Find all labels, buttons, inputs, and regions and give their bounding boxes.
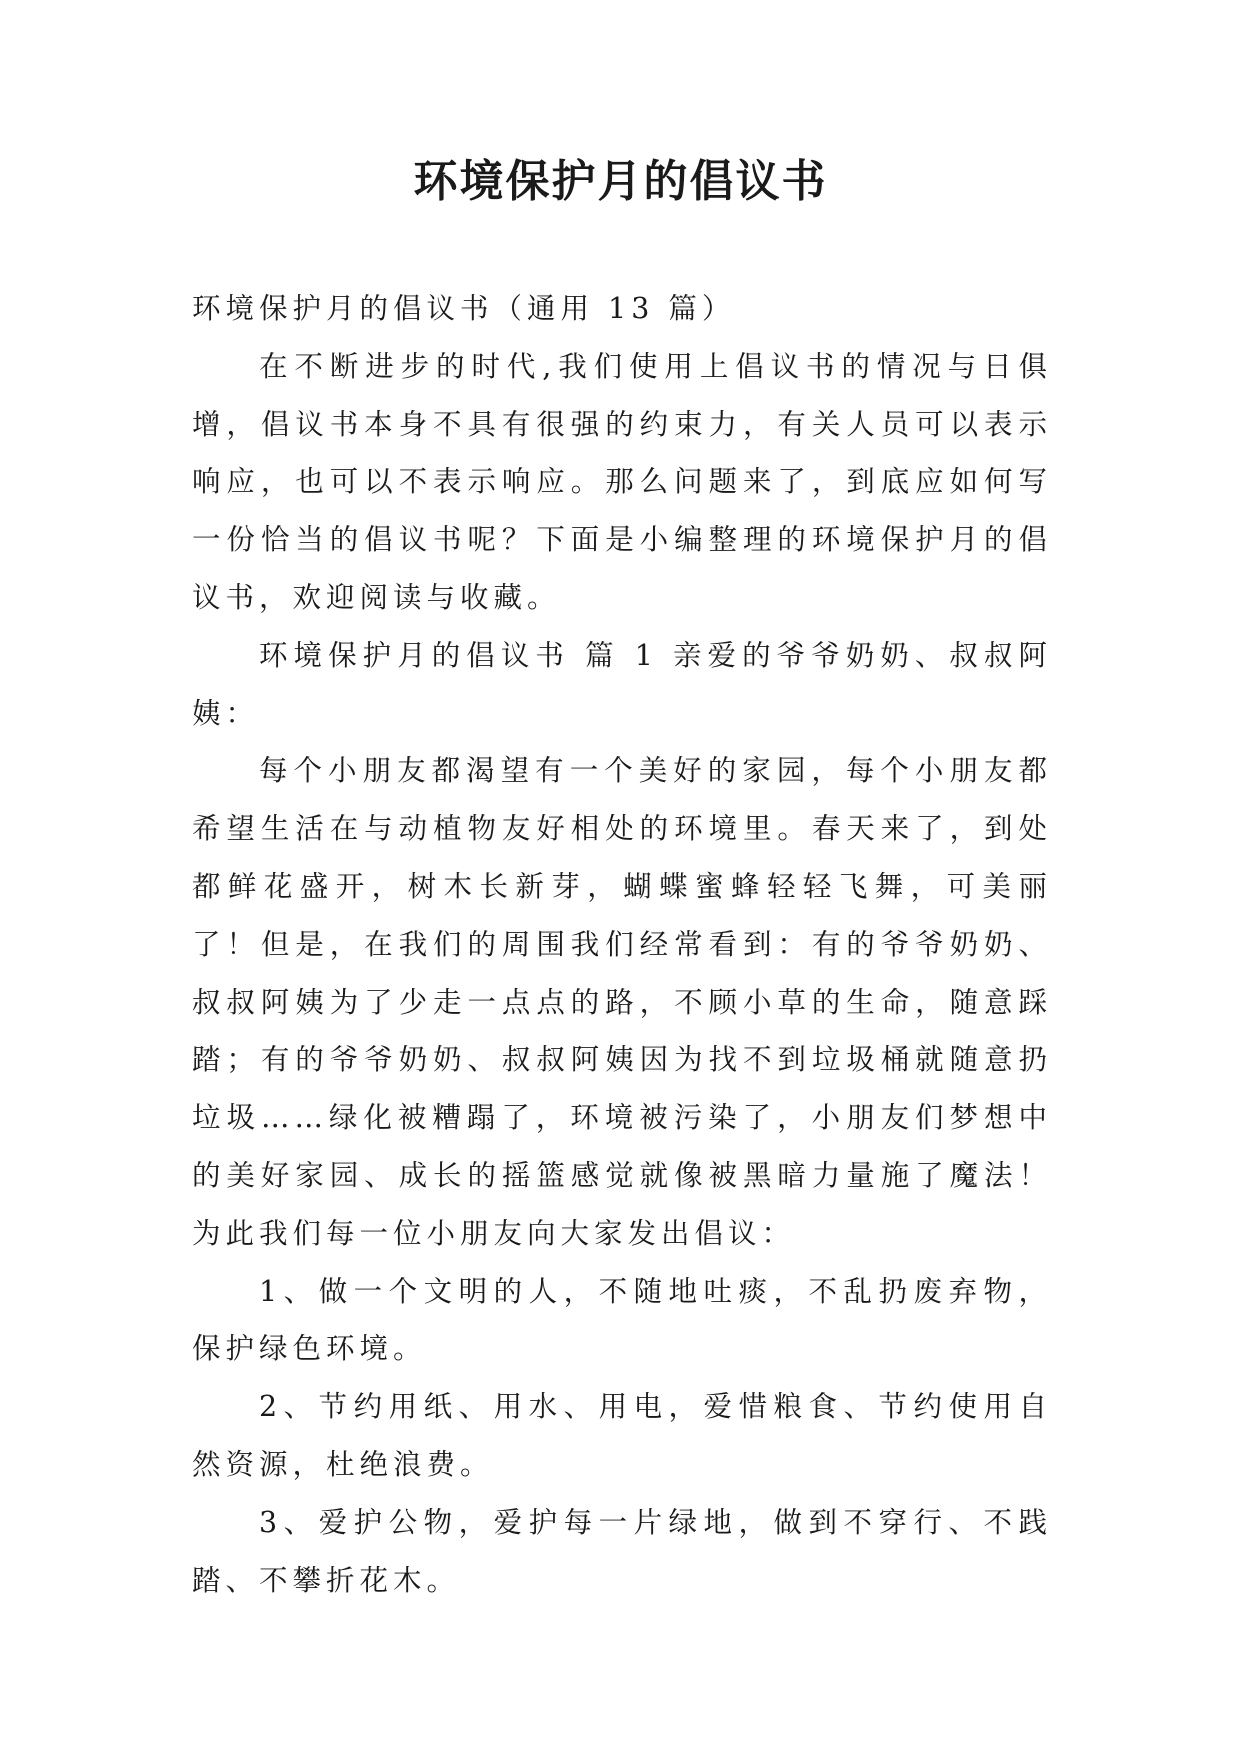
body-paragraph: 每个小朋友都渴望有一个美好的家园，每个小朋友都希望生活在与动植物友好相处的环境里。春天来了，到处都鲜花盛开，树木长新芽，蝴蝶蜜蜂轻轻飞舞，可美丽了！但是，在我们的周围我们经常看到：有的爷爷奶奶、叔叔阿姨为了少走一点点的路，不顾小草的生命，随意踩踏；有的爷爷奶奶、叔叔阿姨因为找不到垃圾桶就随意扔垃圾……绿化被糟蹋了，环境被污染了，小朋友们梦想中的美好家园、成长的摇篮感觉就像被黑暗力量施了魔法！为此我们每一位小朋友向大家发出倡议： [192, 754, 1052, 1250]
intro-paragraph: 在不断进步的时代,我们使用上倡议书的情况与日俱增，倡议书本身不具有很强的约束力，有关人员可以表示响应，也可以不表示响应。那么问题来了，到底应如何写一份恰当的倡议书呢？下面是小编整理的环境保护月的倡议书，欢迎阅读与收藏。 [192, 349, 1052, 614]
document-subtitle: 环境保护月的倡议书（通用 13 篇） [192, 292, 736, 325]
proposal-item: 2、节约用纸、用水、用电，爱惜粮食、节约使用自然资源，杜绝浪费。 [192, 1390, 1052, 1481]
proposal-item: 3、爱护公物，爱护每一片绿地，做到不穿行、不践踏、不攀折花木。 [192, 1505, 1052, 1597]
document-title: 环境保护月的倡议书 [413, 156, 828, 207]
document-body [192, 280, 1052, 1609]
proposal-item: 1、做一个文明的人，不随地吐痰，不乱扔废弃物，保护绿色环境。 [192, 1274, 1052, 1366]
section-heading-paragraph: 环境保护月的倡议书 篇 1 亲爱的爷爷奶奶、叔叔阿姨： [192, 638, 1052, 730]
